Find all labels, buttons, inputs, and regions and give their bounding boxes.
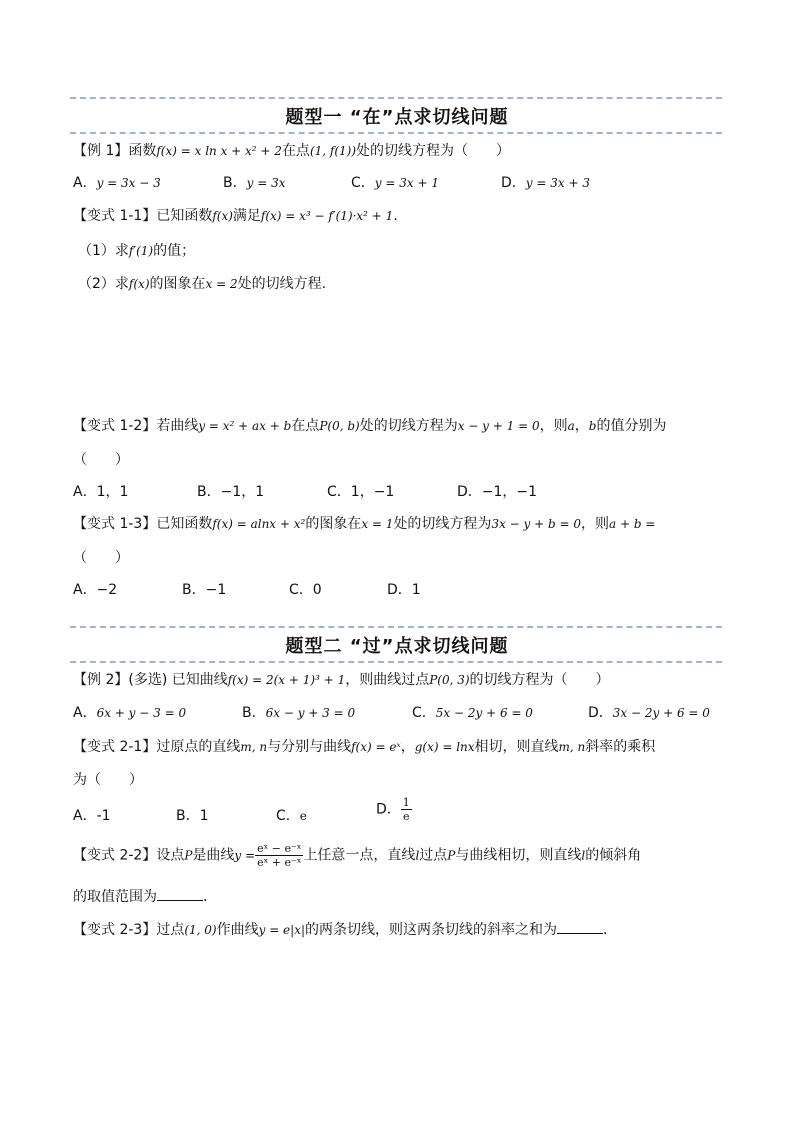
fraction-one-over-e: $\frac{1}{e}$ bbox=[402, 796, 410, 823]
example-2-option-b: B．6x − y + 3 = 0 bbox=[242, 705, 356, 721]
variant-1-2-option-b: B．−1，1 bbox=[197, 484, 265, 500]
section-divider-bottom bbox=[70, 132, 722, 134]
variant-2-1-question: 【变式 2-1】过原点的直线m, n与分别与曲线f(x) = eˣ，g(x) = lnx相切，则直线m, n斜率的乘积 bbox=[73, 739, 656, 755]
variant-1-2-option-d: D．−1，−1 bbox=[457, 484, 538, 500]
variant-2-3-question: 【变式 2-3】过点(1, 0)作曲线y = e|x|的两条切线，则这两条切线的斜率之和为 . bbox=[73, 922, 608, 938]
section-title: 题型一 “在”点求切线问题 bbox=[285, 107, 509, 128]
variant-1-3-option-a: A．−2 bbox=[73, 582, 118, 598]
variant-1-1-part-1: （1）求f′(1)的值； bbox=[78, 243, 196, 259]
section-divider-top bbox=[70, 626, 722, 628]
example-1-option-d: D．y = 3x + 3 bbox=[501, 175, 590, 191]
example-1-option-c: C．y = 3x + 1 bbox=[351, 175, 439, 191]
variant-1-3-option-d: D．1 bbox=[387, 582, 421, 598]
variant-1-2-answer-paren: （ ） bbox=[73, 452, 129, 468]
example-2-option-d: D．3x − 2y + 6 = 0 bbox=[588, 705, 710, 721]
example-2-option-a: A．6x + y − 3 = 0 bbox=[73, 705, 187, 721]
example-1-option-a: A．y = 3x − 3 bbox=[73, 175, 161, 191]
variant-1-2-option-c: C．1，−1 bbox=[327, 484, 395, 500]
answer-blank[interactable] bbox=[157, 888, 203, 901]
variant-1-2-option-a: A．1，1 bbox=[73, 484, 129, 500]
section-divider-top bbox=[70, 97, 722, 99]
answer-blank[interactable] bbox=[557, 921, 603, 934]
variant-2-2-question: 【变式 2-2】设点P是曲线y = $\frac{\text{eˣ − e⁻ˣ}}{\text{eˣ + e⁻ˣ}}$ 上任意一点，直线l过点P与曲线相切，则直线l的倾斜角 bbox=[73, 842, 642, 869]
variant-2-1-option-b: B．1 bbox=[176, 808, 209, 824]
variant-1-1-part-2: （2）求f(x)的图象在x = 2处的切线方程. bbox=[78, 276, 327, 292]
example-2-option-c: C．5x − 2y + 6 = 0 bbox=[412, 705, 533, 721]
variant-2-1-option-d: D． $\frac{1}{e}$ bbox=[376, 796, 410, 823]
variant-1-3-option-c: C．0 bbox=[289, 582, 322, 598]
variant-1-2-question: 【变式 1-2】若曲线y = x² + ax + b在点P(0, b)处的切线方程为x − y + 1 = 0，则a，b的值分别为 bbox=[73, 418, 667, 434]
variant-2-1-question-cont: 为（ ） bbox=[73, 772, 143, 788]
variant-1-1-question: 【变式 1-1】已知函数f(x)满足f(x) = x³ − f′(1)·x² + 1. bbox=[73, 208, 398, 224]
example-2-question: 【例 2】(多选) 已知曲线f(x) = 2(x + 1)³ + 1，则曲线过点P(0, 3)的切线方程为（ ） bbox=[73, 672, 610, 688]
section-divider-bottom bbox=[70, 661, 722, 663]
curve-fraction: $\frac{\text{eˣ − e⁻ˣ}}{\text{eˣ + e⁻ˣ}}$ bbox=[257, 842, 302, 869]
variant-1-3-answer-paren: （ ） bbox=[73, 550, 129, 566]
example-1-option-b: B．y = 3x bbox=[223, 175, 286, 191]
section-title: 题型二 “过”点求切线问题 bbox=[285, 636, 509, 657]
variant-2-1-option-a: A．-1 bbox=[73, 808, 111, 824]
variant-2-1-option-c: C．e bbox=[276, 808, 307, 824]
variant-1-3-question: 【变式 1-3】已知函数f(x) = alnx + x²的图象在x = 1处的切线方程为3x − y + b = 0，则a + b = bbox=[73, 516, 656, 532]
variant-2-2-question-cont: 的取值范围为 . bbox=[73, 889, 208, 905]
variant-1-3-option-b: B．−1 bbox=[182, 582, 227, 598]
example-1-question: 【例 1】函数f(x) = x ln x + x² + 2在点(1, f(1))处的切线方程为（ ） bbox=[73, 143, 511, 159]
